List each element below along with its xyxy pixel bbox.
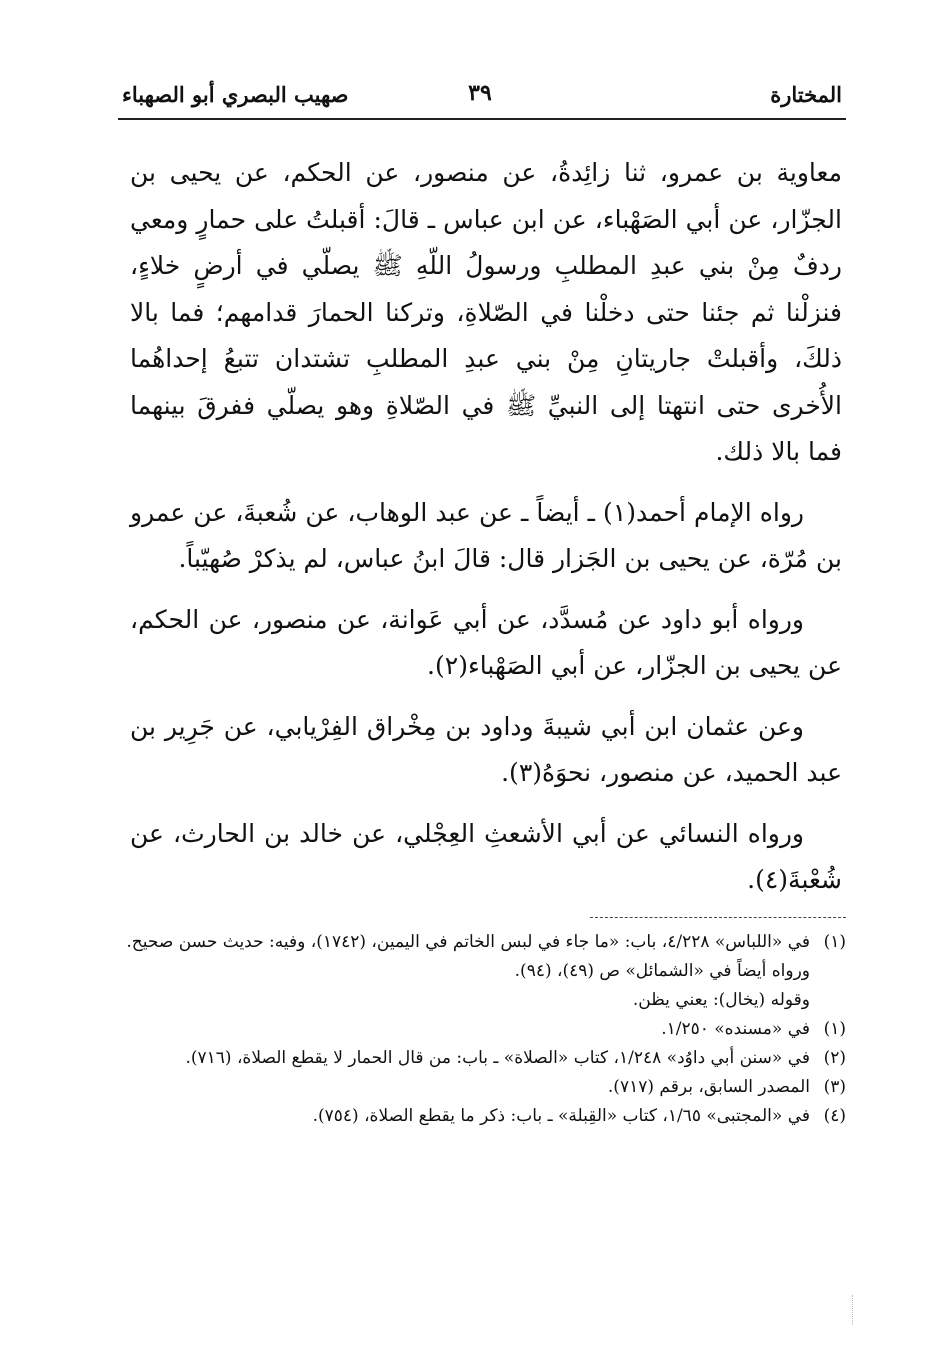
footnote-text: ورواه أيضاً في «الشمائل» ص (٤٩)، (٩٤). [514,961,810,981]
chapter-title: صهيب البصري أبو الصهباء [122,82,349,107]
footnote-item [120,986,846,1015]
footnote-item [120,928,846,957]
footnote-text: في «سنن أبي داوُد» ١/٢٤٨، كتاب «الصلاة» ـ باب: من قال الحمار لا يقطع الصلاة، (٧١٦). [185,1048,810,1068]
footnote-number: (٢) [823,1048,846,1068]
footnote-text: في «المجتبى» ١/٦٥، كتاب «القِبلة» ـ باب: ذكر ما يقطع الصلاة، (٧٥٤). [312,1106,810,1126]
footnote-text: في «اللباس» ٤/٢٢٨، باب: «ما جاء في لبس الخاتم في اليمين، (١٧٤٢)، وفيه: حديث حسن صحيح. [126,932,810,952]
footnote-item [120,1073,846,1102]
footnote-text: في «مسنده» ١/٢٥٠. [661,1019,810,1039]
footnote-text: المصدر السابق، برقم (٧١٧). [607,1077,810,1097]
paragraph-hadith: معاوية بن عمرو، ثنا زائِدةُ، عن منصور، عن الحكم، عن يحيى بن الجزّار، عن أبي الصَهْباء، عن ابن عباس ـ قالَ: أقبلتُ على حمارٍ ومعي ردفٌ مِنْ بني عبدِ المطلبِ ورسولُ اللّهِ ﷺ يصلّي في أرضٍ خلاءٍ، فنزلْنا ثم جئنا حتى دخلْنا في الصّلاةِ، وتركنا الحمارَ قدامهم؛ فما بالا ذلكَ، وأقبلتْ جاريتانِ مِنْ بني عبدِ المطلبِ تشتدان تتبعُ إحداهُما الأُخرى حتى انتهتا إلى النبيِّ ﷺ في الصّلاةِ وهو يصلّي ففرقَ بينهما فما بالا ذلك. [130,158,842,466]
running-header [118,74,842,114]
main-text [130,150,842,904]
footnote-item [120,1102,846,1131]
paragraph-abu-dawud: ورواه أبو داود عن مُسدَّد، عن أبي عَوانة، عن منصور، عن الحكم، عن يحيى بن الجزّار، عن أبي الصَهْباء(٢). [130,604,842,680]
paragraph-uthman: وعن عثمان ابن أبي شيبةَ وداود بن مِخْراق الفِرْيابي، عن جَرِير بن عبد الحميد، عن منصور، نحوَهُ(٣). [130,711,842,787]
footnote-number: (١) [823,932,846,952]
paragraph-nasai: ورواه النسائي عن أبي الأشعثِ العِجْلي، عن خالد بن الحارث، عن شُعْبةَ(٤). [130,818,842,894]
footnote-separator [590,917,846,918]
footnote-item [120,1044,846,1073]
footnote-number: (٣) [823,1077,846,1097]
page-number: ٣٩ [468,80,492,106]
header-rule [118,118,846,120]
footnote-text: وقوله (يخال): يعني يظن. [632,990,810,1010]
footnotes [120,928,846,1131]
scan-edge-mark [852,1295,853,1325]
footnote-item [120,1015,846,1044]
footnote-number: (٤) [823,1106,846,1126]
book-title: المختارة [770,82,842,107]
footnote-item [120,957,846,986]
footnote-number: (١) [823,1019,846,1039]
paragraph-ahmad: رواه الإمام أحمد(١) ـ أيضاً ـ عن عبد الوهاب، عن شُعبةَ، عن عمرو بن مُرّة، عن يحيى بن الجَزار قال: قالَ ابنُ عباس، لم يذكرْ صُهيّباً. [130,497,842,573]
